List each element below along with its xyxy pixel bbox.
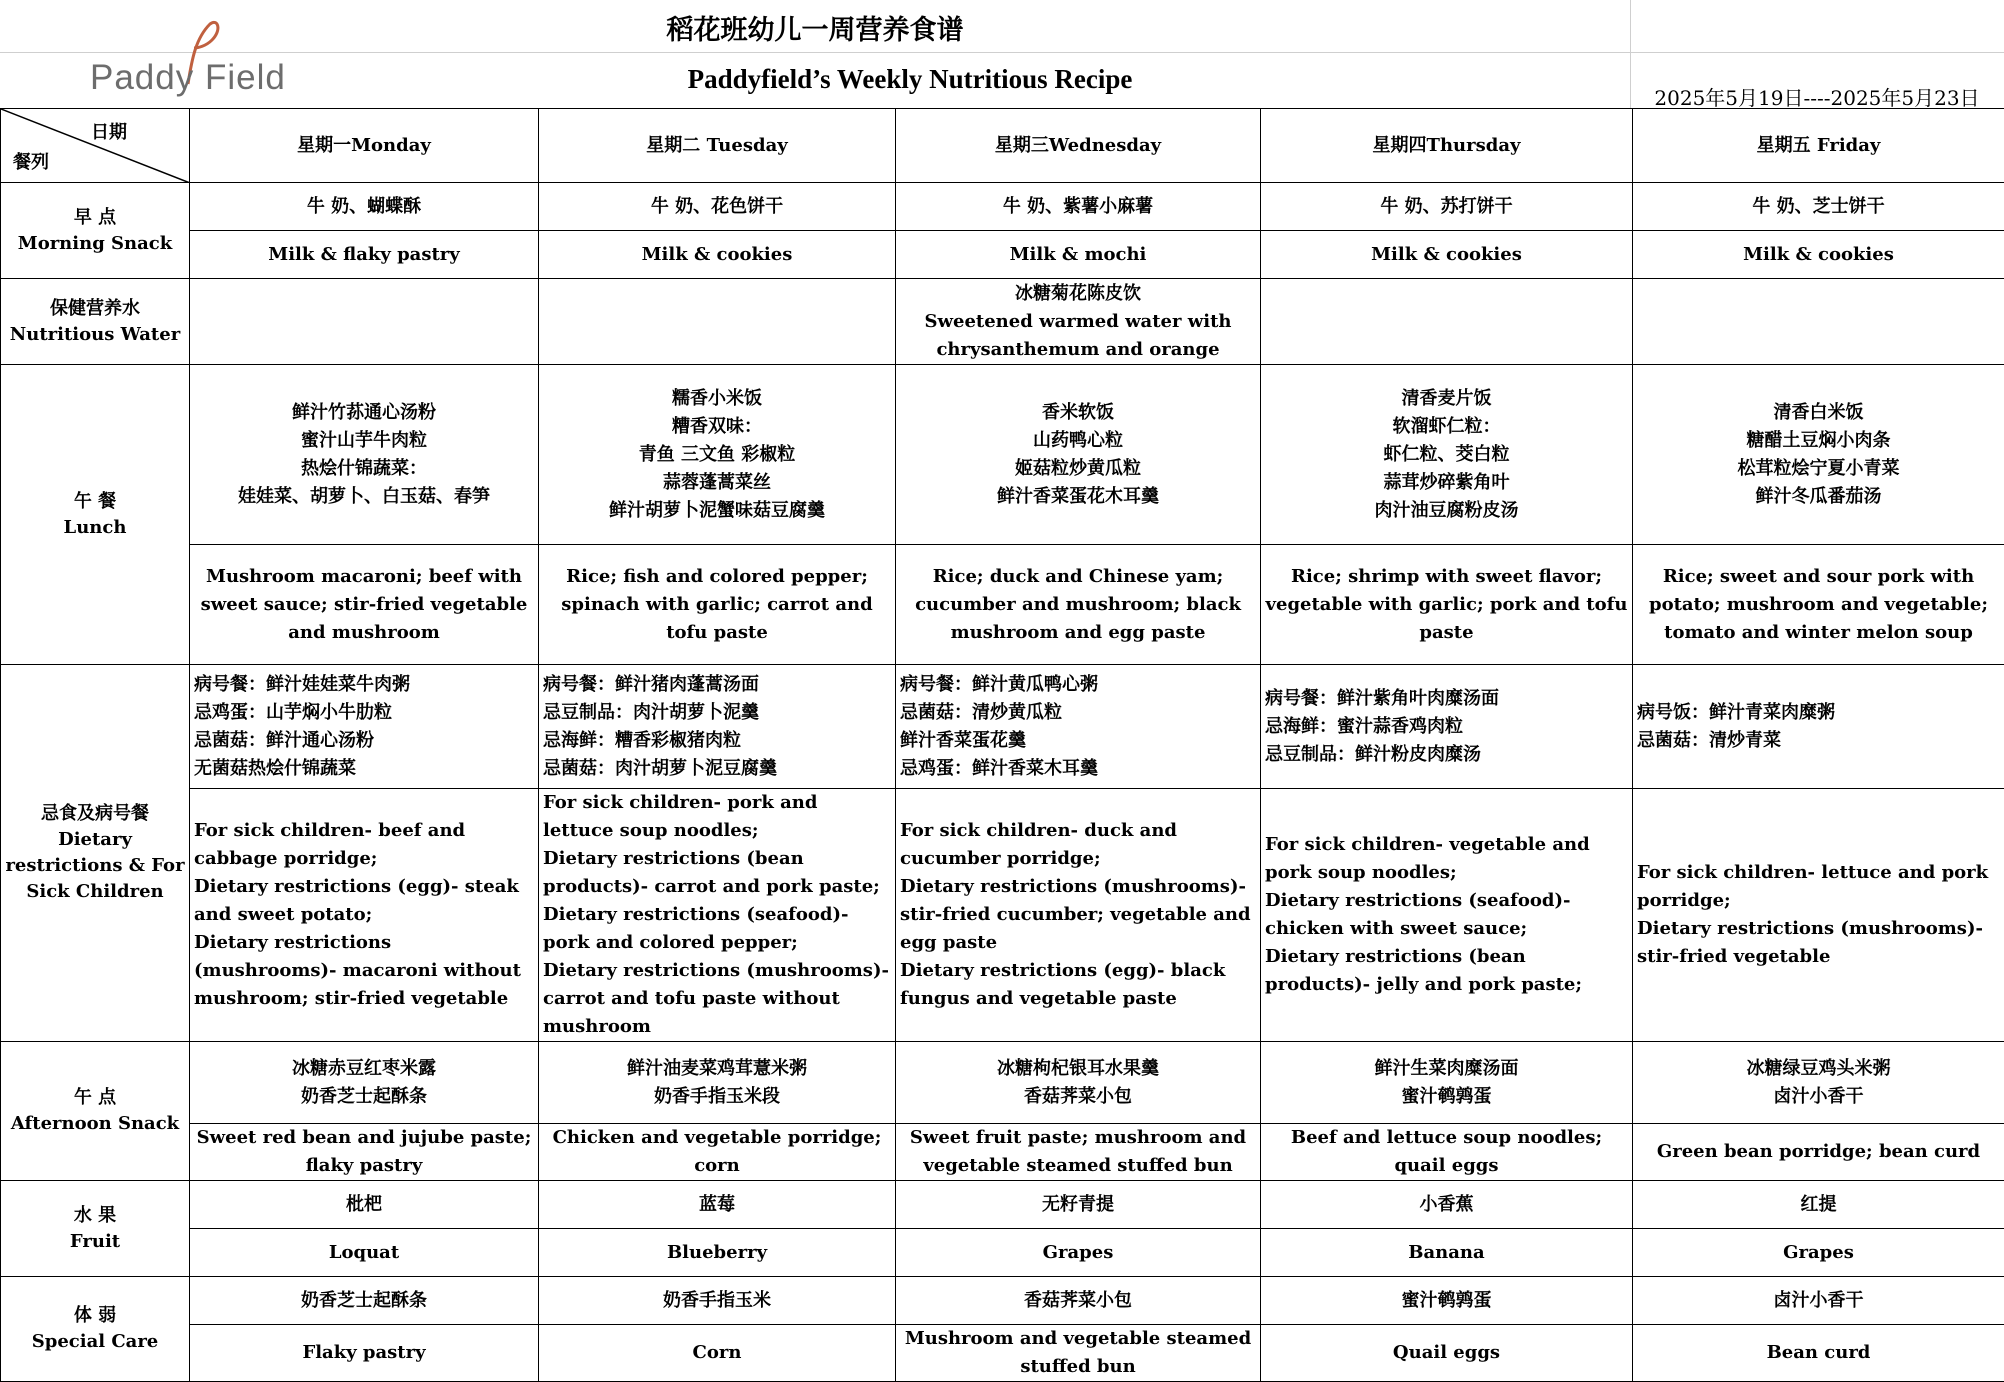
menu-cell-en: Grapes — [1633, 1229, 2004, 1277]
water-row — [1, 279, 2004, 365]
menu-cell — [1633, 279, 2004, 365]
menu-cell-cn: 清香白米饭 糖醋土豆焖小肉条 松茸粒烩宁夏小青菜 鲜汁冬瓜番茄汤 — [1633, 365, 2004, 545]
diet-row — [1, 665, 2004, 789]
row-label-special — [1, 1277, 190, 1382]
row-label-lunch — [1, 365, 190, 665]
menu-cell-cn: 鲜汁油麦菜鸡茸薏米粥 奶香手指玉米段 — [539, 1042, 896, 1124]
row-label-afternoon — [1, 1042, 190, 1181]
menu-cell — [539, 279, 896, 365]
menu-cell-cn: 红提 — [1633, 1181, 2004, 1229]
page-title-cn: 稻花班幼儿一周营养食谱 — [0, 8, 1630, 47]
menu-cell-cn: 病号餐：鲜汁猪肉蓬蒿汤面 忌豆制品：肉汁胡萝卜泥羹 忌海鲜：糟香彩椒猪肉粒 忌菌菇：肉汁胡萝卜泥豆腐羹 — [539, 665, 896, 789]
menu-cell-en: For sick children- pork and lettuce soup noodles; Dietary restrictions (bean products)- carrot and pork paste; Dietary restrictions (seafood)- pork and colored pepper; Dietary restrictions (mushrooms)- carrot and tofu paste without mushroom — [539, 789, 896, 1042]
menu-cell-en: Milk & flaky pastry — [190, 231, 539, 279]
menu-cell-cn: 病号饭：鲜汁青菜肉糜粥 忌菌菇：清炒青菜 — [1633, 665, 2004, 789]
row-label-cn: 忌食及病号餐 — [5, 801, 185, 827]
menu-cell-en: For sick children- lettuce and pork porridge; Dietary restrictions (mushrooms)- stir-fried vegetable — [1633, 789, 2004, 1042]
menu-cell-en: Milk & cookies — [1633, 231, 2004, 279]
day-header: 星期一Monday — [190, 109, 539, 183]
menu-cell-cn: 病号餐：鲜汁黄瓜鸭心粥 忌菌菇：清炒黄瓜粒 鲜汁香菜蛋花羹 忌鸡蛋：鲜汁香菜木耳羹 — [896, 665, 1261, 789]
lunch-row-en — [1, 545, 2004, 665]
morning-snack-row-en — [1, 231, 2004, 279]
special-row-en — [1, 1325, 2004, 1382]
diet-row-en — [1, 789, 2004, 1042]
day-header: 星期四Thursday — [1261, 109, 1633, 183]
menu-cell-en: Banana — [1261, 1229, 1633, 1277]
corner-cell — [1, 109, 190, 183]
menu-cell-cn: 病号餐：鲜汁娃娃菜牛肉粥 忌鸡蛋：山芋焖小牛肋粒 忌菌菇：鲜汁通心汤粉 无菌菇热烩什锦蔬菜 — [190, 665, 539, 789]
menu-cell-cn: 奶香手指玉米 — [539, 1277, 896, 1325]
menu-cell-cn: 牛 奶、花色饼干 — [539, 183, 896, 231]
row-label-en: Lunch — [5, 515, 185, 541]
special-row — [1, 1277, 2004, 1325]
logo-text: Paddy Field — [90, 58, 286, 98]
menu-cell-cn: 糯香小米饭 糟香双味： 青鱼 三文鱼 彩椒粒 蒜蓉蓬蒿菜丝 鲜汁胡萝卜泥蟹味菇豆腐羹 — [539, 365, 896, 545]
row-label-cn: 水 果 — [5, 1203, 185, 1229]
row-label-en: Nutritious Water — [5, 322, 185, 348]
row-label-en: Dietary restrictions & For Sick Children — [5, 827, 185, 905]
menu-cell-en: Quail eggs — [1261, 1325, 1633, 1382]
menu-cell-cn: 无籽青提 — [896, 1181, 1261, 1229]
menu-cell-en: Sweet red bean and jujube paste; flaky pastry — [190, 1124, 539, 1181]
fruit-row — [1, 1181, 2004, 1229]
header-gridline — [1630, 52, 2004, 53]
menu-cell-en: Rice; duck and Chinese yam; cucumber and mushroom; black mushroom and egg paste — [896, 545, 1261, 665]
row-label-cn: 午 餐 — [5, 489, 185, 515]
menu-cell-en: Rice; sweet and sour pork with potato; mushroom and vegetable; tomato and winter melon soup — [1633, 545, 2004, 665]
menu-cell-cn: 卤汁小香干 — [1633, 1277, 2004, 1325]
row-label-fruit — [1, 1181, 190, 1277]
menu-cell-cn: 香米软饭 山药鸭心粒 姬菇粒炒黄瓜粒 鲜汁香菜蛋花木耳羹 — [896, 365, 1261, 545]
menu-cell-cn: 蜜汁鹌鹑蛋 — [1261, 1277, 1633, 1325]
row-label-cn: 保健营养水 — [5, 296, 185, 322]
menu-cell-en: Sweet fruit paste; mushroom and vegetable steamed stuffed bun — [896, 1124, 1261, 1181]
menu-cell-cn: 鲜汁生菜肉糜汤面 蜜汁鹌鹑蛋 — [1261, 1042, 1633, 1124]
menu-cell: 冰糖菊花陈皮饮 Sweetened warmed water with chrysanthemum and orange — [896, 279, 1261, 365]
lunch-row — [1, 365, 2004, 545]
menu-cell-en: Bean curd — [1633, 1325, 2004, 1382]
page-title-en: Paddyfield’s Weekly Nutritious Recipe — [0, 64, 1820, 95]
row-label-en: Fruit — [5, 1229, 185, 1255]
row-label-en: Afternoon Snack — [5, 1111, 185, 1137]
menu-cell — [190, 279, 539, 365]
menu-cell-en: For sick children- duck and cucumber porridge; Dietary restrictions (mushrooms)- stir-fried cucumber; vegetable and egg paste Dietary restrictions (egg)- black fungus and vegetable paste — [896, 789, 1261, 1042]
menu-cell-cn: 牛 奶、紫薯小麻薯 — [896, 183, 1261, 231]
menu-cell-en: Blueberry — [539, 1229, 896, 1277]
menu-cell-cn: 奶香芝士起酥条 — [190, 1277, 539, 1325]
menu-cell-en: Mushroom macaroni; beef with sweet sauce; stir-fried vegetable and mushroom — [190, 545, 539, 665]
menu-cell-cn: 清香麦片饭 软溜虾仁粒： 虾仁粒、茭白粒 蒜茸炒碎紫角叶 肉汁油豆腐粉皮汤 — [1261, 365, 1633, 545]
menu-cell-en: Grapes — [896, 1229, 1261, 1277]
menu-cell-en: Milk & mochi — [896, 231, 1261, 279]
menu-cell-cn: 冰糖枸杞银耳水果羹 香菇荠菜小包 — [896, 1042, 1261, 1124]
row-label-cn: 午 点 — [5, 1085, 185, 1111]
menu-cell-en: Mushroom and vegetable steamed stuffed bun — [896, 1325, 1261, 1382]
day-header: 星期二 Tuesday — [539, 109, 896, 183]
menu-cell-cn: 枇杷 — [190, 1181, 539, 1229]
menu-cell-cn: 病号餐：鲜汁紫角叶肉糜汤面 忌海鲜：蜜汁蒜香鸡肉粒 忌豆制品：鲜汁粉皮肉糜汤 — [1261, 665, 1633, 789]
morning-snack-row — [1, 183, 2004, 231]
menu-cell-en: Loquat — [190, 1229, 539, 1277]
corner-date-label: 日期 — [91, 119, 127, 147]
menu-cell-cn: 牛 奶、苏打饼干 — [1261, 183, 1633, 231]
date-range: 2025年5月19日----2025年5月23日 — [1630, 82, 2004, 111]
menu-cell-cn: 冰糖绿豆鸡头米粥 卤汁小香干 — [1633, 1042, 2004, 1124]
menu-cell-cn: 蓝莓 — [539, 1181, 896, 1229]
menu-cell-en: Corn — [539, 1325, 896, 1382]
row-label-en: Morning Snack — [5, 231, 185, 257]
menu-cell-en: Green bean porridge; bean curd — [1633, 1124, 2004, 1181]
menu-cell-en: Beef and lettuce soup noodles; quail eggs — [1261, 1124, 1633, 1181]
menu-cell-en: Chicken and vegetable porridge; corn — [539, 1124, 896, 1181]
fruit-row-en — [1, 1229, 2004, 1277]
day-header-row — [1, 109, 2004, 183]
row-label-morning-snack — [1, 183, 190, 279]
menu-cell-cn: 香菇荠菜小包 — [896, 1277, 1261, 1325]
menu-cell-en: For sick children- beef and cabbage porridge; Dietary restrictions (egg)- steak and sweet potato; Dietary restrictions (mushrooms)- macaroni without mushroom; stir-fried vegetable — [190, 789, 539, 1042]
menu-cell-en: For sick children- vegetable and pork soup noodles; Dietary restrictions (seafood)- chicken with sweet sauce; Dietary restrictions (bean products)- jelly and pork paste; — [1261, 789, 1633, 1042]
day-header: 星期三Wednesday — [896, 109, 1261, 183]
row-label-cn: 体 弱 — [5, 1303, 185, 1329]
row-label-water — [1, 279, 190, 365]
menu-cell-cn: 鲜汁竹荪通心汤粉 蜜汁山芋牛肉粒 热烩什锦蔬菜： 娃娃菜、胡萝卜、白玉菇、春笋 — [190, 365, 539, 545]
page-header — [0, 0, 2004, 108]
afternoon-row — [1, 1042, 2004, 1124]
row-label-en: Special Care — [5, 1329, 185, 1355]
menu-cell-cn: 牛 奶、芝士饼干 — [1633, 183, 2004, 231]
menu-cell-cn: 小香蕉 — [1261, 1181, 1633, 1229]
day-header: 星期五 Friday — [1633, 109, 2004, 183]
menu-cell-en: Milk & cookies — [1261, 231, 1633, 279]
menu-cell-en: Flaky pastry — [190, 1325, 539, 1382]
afternoon-row-en — [1, 1124, 2004, 1181]
row-label-diet — [1, 665, 190, 1042]
menu-table — [0, 108, 2004, 1382]
menu-cell — [1261, 279, 1633, 365]
row-label-cn: 早 点 — [5, 205, 185, 231]
menu-cell-en: Milk & cookies — [539, 231, 896, 279]
corner-meal-label: 餐列 — [13, 149, 49, 177]
menu-cell-en: Rice; shrimp with sweet flavor; vegetable with garlic; pork and tofu paste — [1261, 545, 1633, 665]
menu-cell-cn: 冰糖赤豆红枣米露 奶香芝士起酥条 — [190, 1042, 539, 1124]
menu-cell-en: Rice; fish and colored pepper; spinach with garlic; carrot and tofu paste — [539, 545, 896, 665]
menu-cell-cn: 牛 奶、蝴蝶酥 — [190, 183, 539, 231]
